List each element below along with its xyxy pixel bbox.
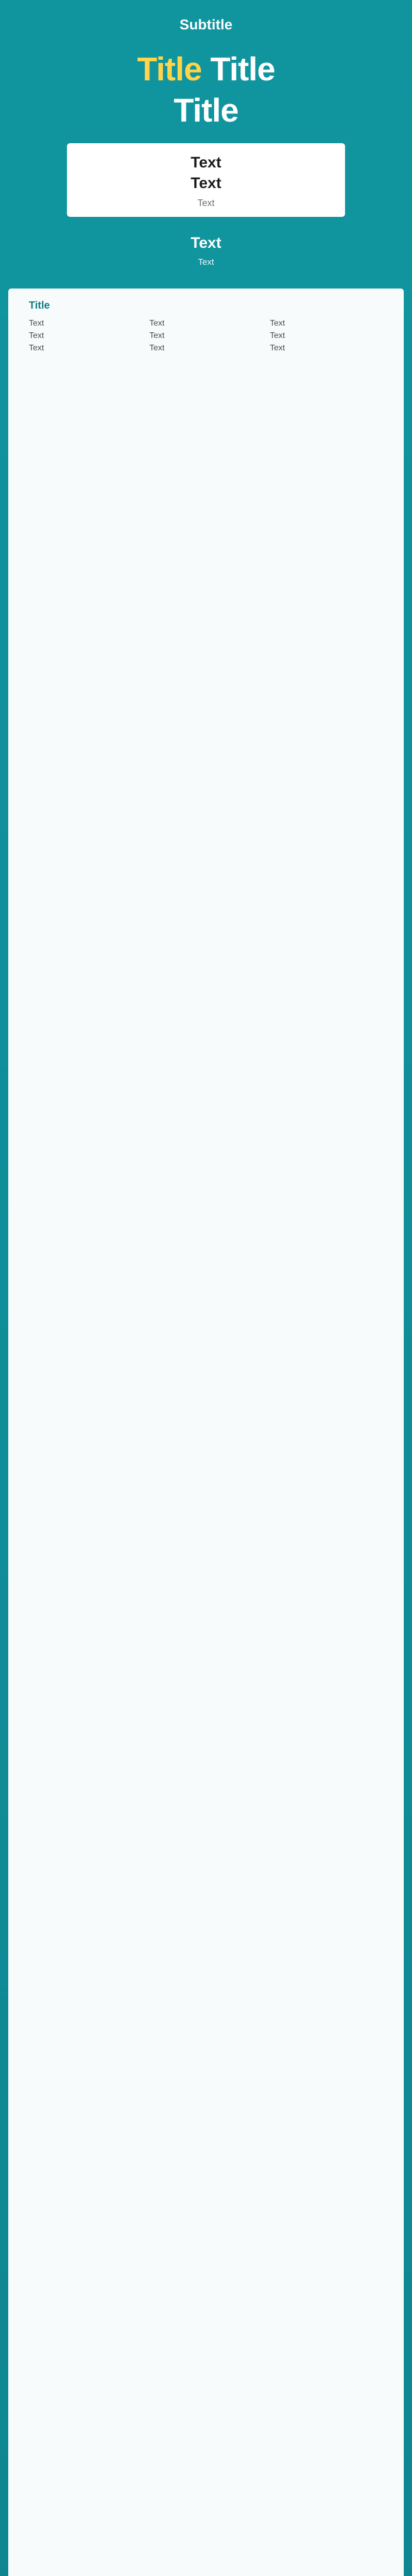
passers-column-2 bbox=[149, 317, 263, 2576]
passers-column-3-row: Text bbox=[270, 344, 285, 352]
passers-list-card bbox=[8, 289, 404, 2576]
result-summary-note: Text bbox=[197, 198, 215, 208]
hero-title-line-2: Title bbox=[174, 92, 238, 129]
passers-column-2-row: Text bbox=[149, 331, 165, 340]
hero-section bbox=[0, 0, 412, 289]
result-summary-line-1: Text bbox=[191, 154, 221, 171]
award-title: Text bbox=[191, 234, 221, 251]
result-summary-line-2: Text bbox=[191, 175, 221, 192]
hero-subtitle: Subtitle bbox=[179, 16, 233, 32]
result-summary-box bbox=[67, 143, 345, 217]
passers-column-1-row: Text bbox=[29, 331, 44, 340]
passers-list-title: Title bbox=[29, 300, 50, 311]
passers-column-1-row: Text bbox=[29, 344, 44, 352]
passers-column-2-row: Text bbox=[149, 344, 165, 352]
award-subtitle: Text bbox=[198, 257, 214, 267]
passers-list-columns bbox=[29, 317, 383, 2576]
passers-column-3-row: Text bbox=[270, 319, 285, 328]
hero-title-accent: Title bbox=[137, 50, 202, 88]
passers-column-1-row: Text bbox=[29, 319, 44, 328]
passers-column-3-row: Text bbox=[270, 331, 285, 340]
hero-title bbox=[0, 50, 412, 88]
passers-column-3 bbox=[270, 317, 383, 2576]
passers-column-1 bbox=[29, 317, 142, 2576]
passers-column-2-row: Text bbox=[149, 319, 165, 328]
hero-title-rest: Title bbox=[210, 50, 275, 88]
